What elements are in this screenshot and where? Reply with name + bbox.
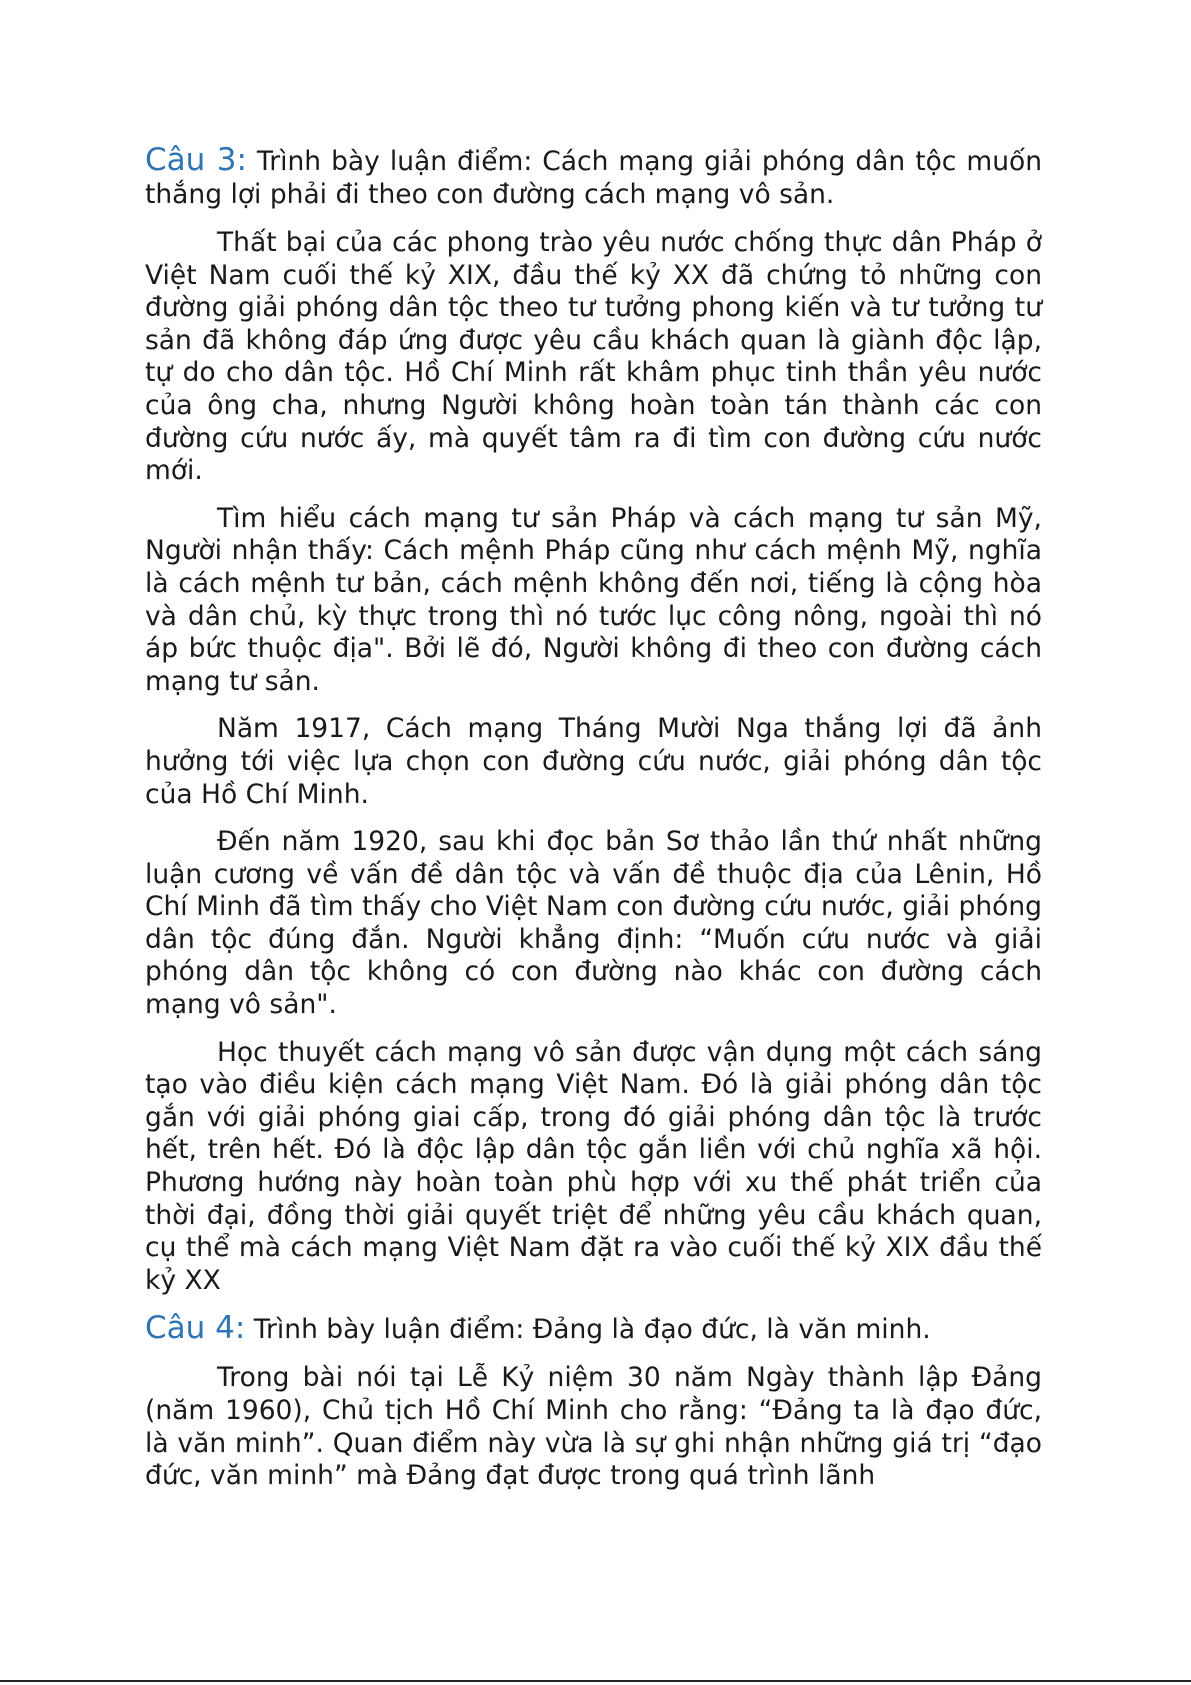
- q3-paragraph-5: Học thuyết cách mạng vô sản được vận dụng một cách sáng tạo vào điều kiện cách mạng Việt Nam. Đó là giải phóng dân tộc gắn với giải phóng giai cấp, trong đó giải phóng dân tộc là trước hết, trên hết. Đó là độc lập dân tộc gắn liền với chủ nghĩa xã hội. Phương hướng này hoàn toàn phù hợp với xu thế phát triển của thời đại, đồng thời giải quyết triệt để những yêu cầu khách quan, cụ thể mà cách mạng Việt Nam đặt ra vào cuối thế kỷ XIX đầu thế kỷ XX: [145, 1036, 1042, 1296]
- question-3-label: Câu 3:: [145, 142, 247, 178]
- q4-paragraph-1: Trong bài nói tại Lễ Kỷ niệm 30 năm Ngày thành lập Đảng (năm 1960), Chủ tịch Hồ Chí Minh cho rằng: “Đảng ta là đạo đức, là văn minh”. Quan điểm này vừa là sự ghi nhận những giá trị “đạo đức, văn minh” mà Đảng đạt được trong quá trình lãnh: [145, 1362, 1042, 1492]
- q3-paragraph-1: Thất bại của các phong trào yêu nước chống thực dân Pháp ở Việt Nam cuối thế kỷ XIX, đầu thế kỷ XX đã chứng tỏ những con đường giải phóng dân tộc theo tư tưởng phong kiến và tư tưởng tư sản đã không đáp ứng được yêu cầu khách quan là giành độc lập, tự do cho dân tộc. Hồ Chí Minh rất khâm phục tinh thần yêu nước của ông cha, nhưng Người không hoàn toàn tán thành các con đường cứu nước ấy, mà quyết tâm ra đi tìm con đường cứu nước mới.: [145, 227, 1042, 487]
- q3-paragraph-2: Tìm hiểu cách mạng tư sản Pháp và cách mạng tư sản Mỹ, Người nhận thấy: Cách mệnh Pháp cũng như cách mệnh Mỹ, nghĩa là cách mệnh tư bản, cách mệnh không đến nơi, tiếng là cộng hòa và dân chủ, kỳ thực trong thì nó tước lục công nông, ngoài thì nó áp bức thuộc địa". Bởi lẽ đó, Người không đi theo con đường cách mạng tư sản.: [145, 502, 1042, 697]
- question-3-heading: [145, 144, 1042, 211]
- question-3-text: Trình bày luận điểm: Cách mạng giải phóng dân tộc muốn thắng lợi phải đi theo con đường cách mạng vô sản.: [145, 146, 1043, 210]
- question-4-heading: [145, 1312, 1042, 1346]
- q3-paragraph-4: Đến năm 1920, sau khi đọc bản Sơ thảo lần thứ nhất những luận cương về vấn đề dân tộc và vấn đề thuộc địa của Lênin, Hồ Chí Minh đã tìm thấy cho Việt Nam con đường cứu nước, giải phóng dân tộc đúng đắn. Người khẳng định: “Muốn cứu nước và giải phóng dân tộc không có con đường nào khác con đường cách mạng vô sản".: [145, 826, 1042, 1021]
- question-4-text: Trình bày luận điểm: Đảng là đạo đức, là văn minh.: [245, 1314, 931, 1346]
- q3-paragraph-3: Năm 1917, Cách mạng Tháng Mười Nga thắng lợi đã ảnh hưởng tới việc lựa chọn con đường cứu nước, giải phóng dân tộc của Hồ Chí Minh.: [145, 713, 1042, 810]
- question-4-label: Câu 4:: [145, 1310, 246, 1347]
- page-bottom-rule: [0, 1680, 1191, 1682]
- document-page: [145, 144, 1042, 1508]
